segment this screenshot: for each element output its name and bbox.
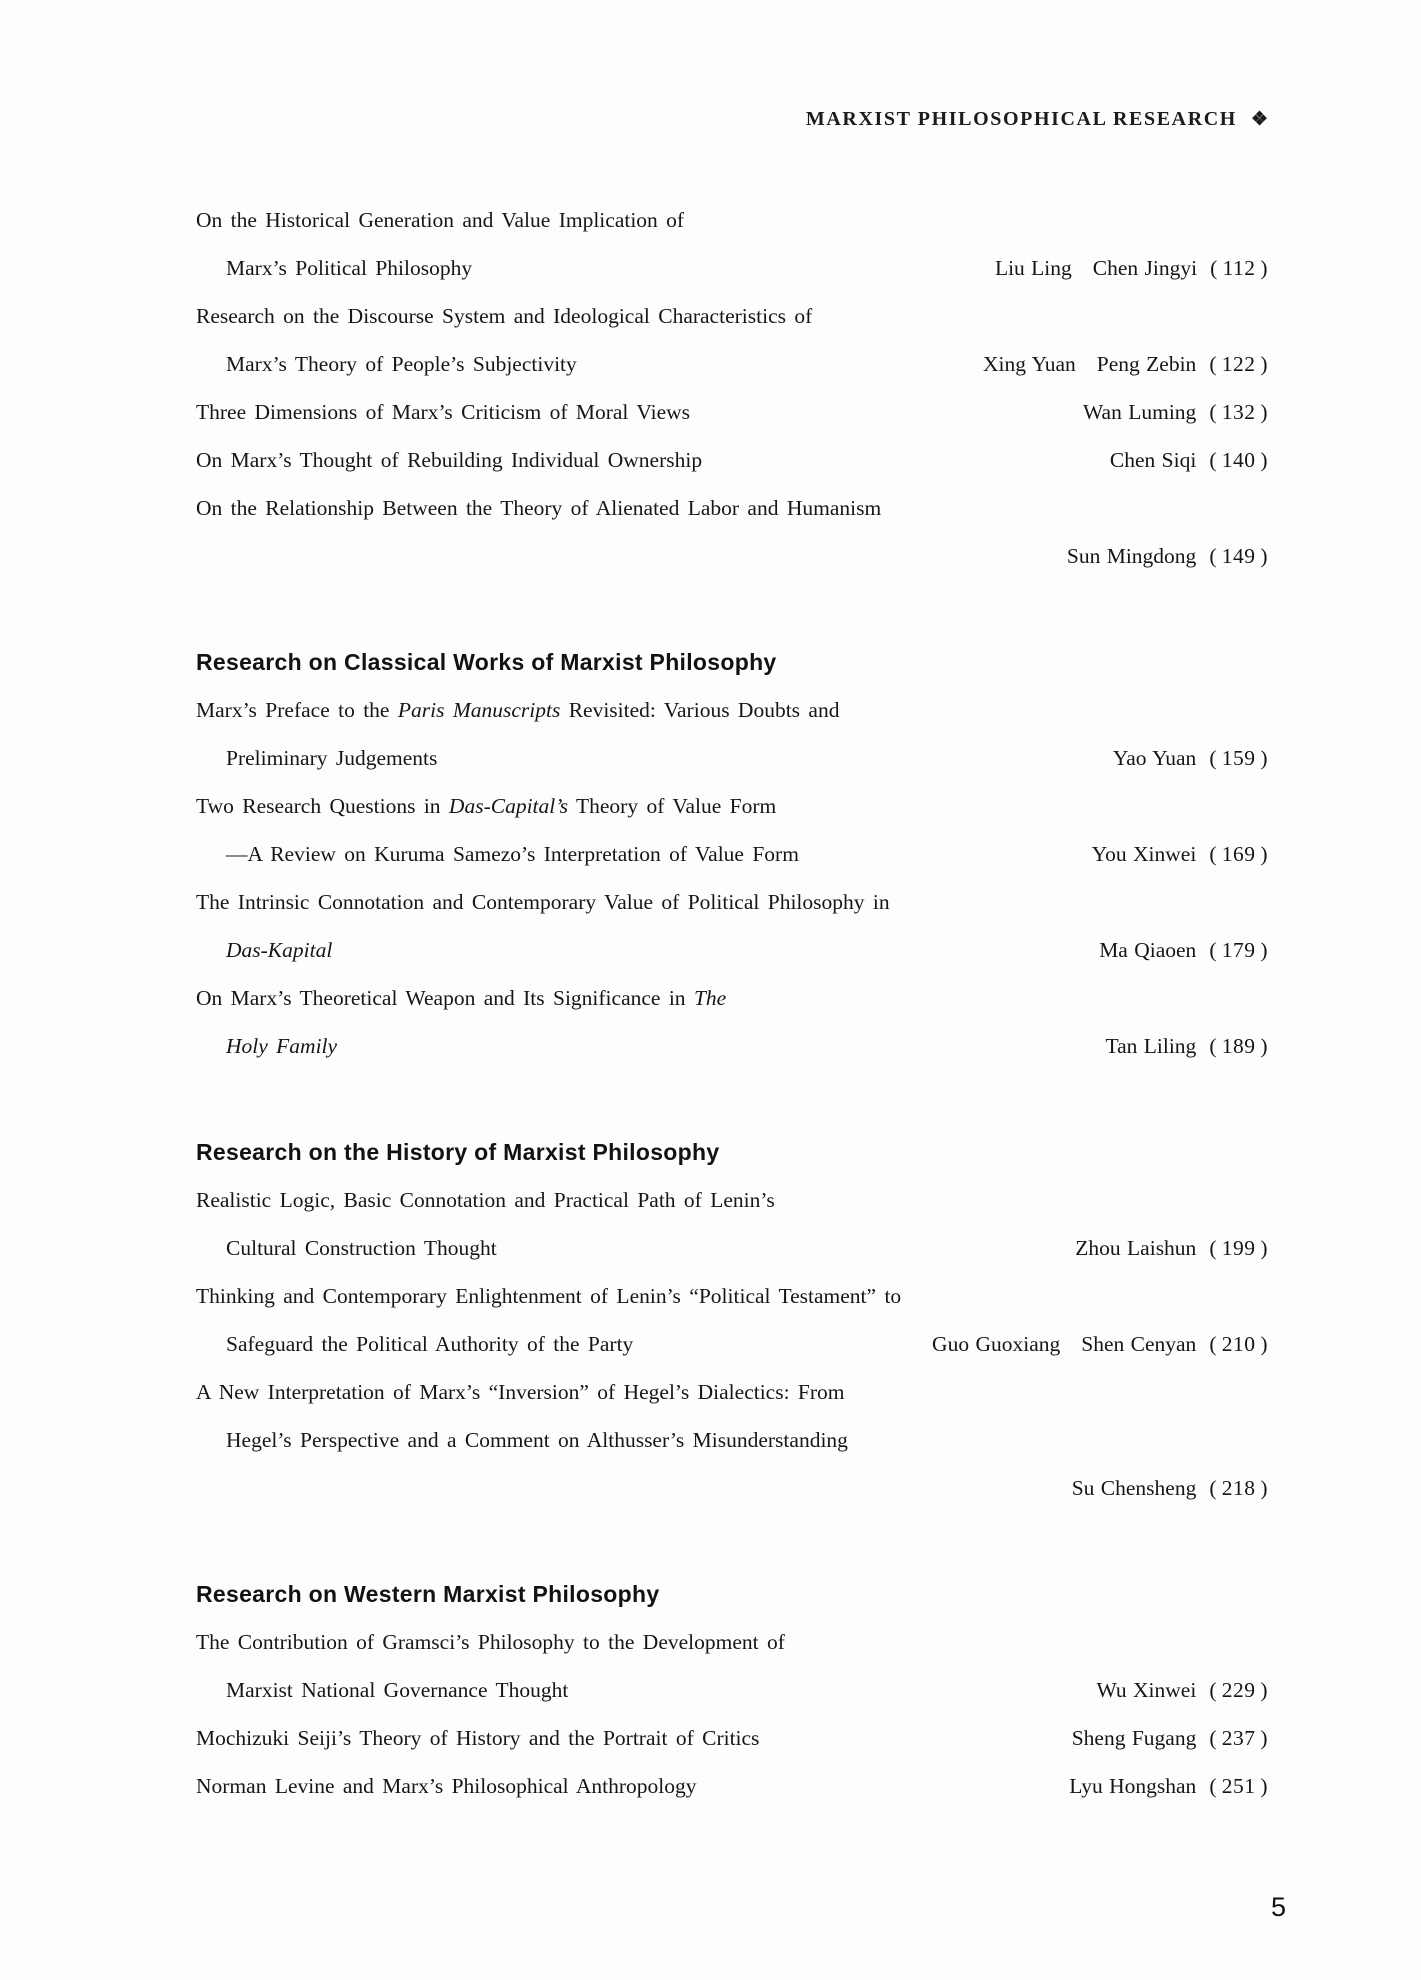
entry-title-text [196, 340, 577, 388]
entry-title-line [196, 292, 1268, 340]
entry-author: Guo Guoxiang [932, 1332, 1061, 1356]
entry-byline [1083, 388, 1268, 436]
entry-title-segment: Two Research Questions in [196, 794, 449, 818]
entry-page-number: ( 149 ) [1209, 544, 1268, 568]
toc-entry [196, 1368, 1268, 1512]
entry-title-text [196, 1714, 759, 1762]
entry-title-line [196, 340, 1268, 388]
entry-page-number: ( 112 ) [1210, 256, 1268, 280]
entry-title-segment: The Contribution of Gramsci’s Philosophy to the Development of [196, 1630, 785, 1654]
entry-author: Su Chensheng [1071, 1476, 1197, 1500]
entry-title-line [196, 1272, 1268, 1320]
table-of-contents [196, 196, 1268, 1810]
entry-author: Liu Ling [994, 256, 1072, 280]
running-header [196, 108, 1268, 131]
entry-author: Shen Cenyan [1081, 1332, 1197, 1356]
entry-title-segment: —A Review on Kuruma Samezo’s Interpretation of Value Form [226, 842, 799, 866]
section-heading: Research on Classical Works of Marxist Philosophy [196, 649, 777, 675]
entry-title-line [196, 436, 1268, 484]
entry-title-text [196, 1224, 497, 1272]
entry-title-line [196, 926, 1268, 974]
entry-author: Yao Yuan [1112, 746, 1197, 770]
entry-author: Zhou Laishun [1075, 1236, 1197, 1260]
entry-title-line [196, 974, 1268, 1022]
entry-title-segment: On the Relationship Between the Theory of Alienated Labor and Humanism [196, 496, 882, 520]
entry-title-segment: Realistic Logic, Basic Connotation and Practical Path of Lenin’s [196, 1188, 775, 1212]
entry-page-number: ( 210 ) [1209, 1332, 1268, 1356]
entry-page-number: ( 122 ) [1209, 352, 1268, 376]
entry-title-segment: Mochizuki Seiji’s Theory of History and the Portrait of Critics [196, 1726, 760, 1750]
section-heading: Research on the History of Marxist Philosophy [196, 1139, 720, 1165]
entry-title-text [196, 244, 472, 292]
entry-title-text [196, 484, 881, 532]
entry-title-line [196, 1762, 1268, 1810]
toc-entry [196, 1176, 1268, 1272]
entry-byline [983, 340, 1268, 388]
entry-title-text [196, 1618, 785, 1666]
entry-title-segment: Safeguard the Political Authority of the Party [226, 1332, 634, 1356]
toc-entry [196, 1272, 1268, 1368]
toc-entry [196, 878, 1268, 974]
toc-entry [196, 686, 1268, 782]
entry-author: Peng Zebin [1096, 352, 1197, 376]
entry-title-text [196, 1368, 845, 1416]
entry-title-segment: Theory of Value Form [568, 794, 777, 818]
entry-title-text [196, 878, 890, 926]
entry-byline [995, 244, 1268, 292]
entry-title-line [196, 1022, 1268, 1070]
entry-title-segment: The Intrinsic Connotation and Contemporary Value of Political Philosophy in [196, 890, 890, 914]
entry-page-number: ( 229 ) [1209, 1678, 1268, 1702]
entry-author: Sun Mingdong [1066, 544, 1197, 568]
entry-page-number: ( 179 ) [1209, 938, 1268, 962]
entry-title-segment: Revisited: Various Doubts and [560, 698, 840, 722]
entry-page-number: ( 199 ) [1209, 1236, 1268, 1260]
entry-title-line [196, 878, 1268, 926]
entry-title-italic-segment: Paris Manuscripts [397, 698, 561, 722]
entry-title-segment: A New Interpretation of Marx’s “Inversion” of Hegel’s Dialectics: From [196, 1380, 845, 1404]
entry-title-segment: Marx’s Theory of People’s Subjectivity [226, 352, 577, 376]
entry-author: Xing Yuan [983, 352, 1076, 376]
entry-title-segment: Norman Levine and Marx’s Philosophical Anthropology [196, 1774, 697, 1798]
entry-title-italic-segment: The [693, 986, 727, 1010]
entry-title-segment: Preliminary Judgements [226, 746, 438, 770]
entry-byline [1105, 1022, 1268, 1070]
entry-title-text [196, 974, 726, 1022]
entry-byline [1072, 1464, 1268, 1512]
entry-title-segment: Hegel’s Perspective and a Comment on Althusser’s Misunderstanding [226, 1428, 848, 1452]
entry-title-segment: Three Dimensions of Marx’s Criticism of Moral Views [196, 400, 691, 424]
entry-title-text [196, 436, 702, 484]
section-heading: Research on Western Marxist Philosophy [196, 1581, 660, 1607]
entry-byline [1099, 926, 1268, 974]
toc-entry [196, 1762, 1268, 1810]
entry-title-text [196, 1666, 568, 1714]
entry-page-number: ( 189 ) [1209, 1034, 1268, 1058]
toc-entry [196, 388, 1268, 436]
toc-entry [196, 196, 1268, 292]
entry-byline [1075, 1224, 1268, 1272]
entry-author: Sheng Fugang [1071, 1726, 1197, 1750]
entry-page-number: ( 132 ) [1209, 400, 1268, 424]
entry-title-segment: Thinking and Contemporary Enlightenment of Lenin’s “Political Testament” to [196, 1284, 902, 1308]
entry-title-segment: Cultural Construction Thought [226, 1236, 497, 1260]
running-header-title: MARXIST PHILOSOPHICAL RESEARCH [805, 108, 1237, 130]
entry-title-italic-segment: Das-Capital’s [448, 794, 568, 818]
entry-title-line [196, 686, 1268, 734]
entry-title-italic-segment: Das-Kapital [226, 938, 333, 962]
entry-title-text [196, 734, 437, 782]
entry-title-text [196, 830, 799, 878]
entry-title-line [196, 1320, 1268, 1368]
entry-title-line [196, 1714, 1268, 1762]
entry-byline [1096, 1666, 1268, 1714]
page-number: 5 [1270, 1892, 1286, 1922]
entry-page-number: ( 218 ) [1209, 1476, 1268, 1500]
entry-title-line [196, 244, 1268, 292]
toc-entry [196, 436, 1268, 484]
entry-title-segment: Marx’s Preface to the [196, 698, 398, 722]
entry-title-line [196, 734, 1268, 782]
toc-entry [196, 1618, 1268, 1714]
entry-title-line [196, 782, 1268, 830]
entry-title-italic-segment: Holy Family [226, 1034, 338, 1058]
entry-byline [1067, 532, 1268, 580]
entry-title-line [196, 196, 1268, 244]
entry-page-number: ( 251 ) [1209, 1774, 1268, 1798]
entry-byline [932, 1320, 1268, 1368]
entry-title-text [196, 1320, 633, 1368]
entry-author: Lyu Hongshan [1069, 1774, 1197, 1798]
entry-title-segment: Research on the Discourse System and Ideological Characteristics of [196, 304, 813, 328]
toc-entry [196, 484, 1268, 580]
toc-entry [196, 974, 1268, 1070]
entry-author: Chen Jingyi [1092, 256, 1198, 280]
toc-entry [196, 292, 1268, 388]
entry-title-text [196, 292, 812, 340]
entry-byline [1113, 734, 1268, 782]
entry-title-text [196, 1272, 901, 1320]
entry-author: You Xinwei [1091, 842, 1197, 866]
entry-title-text [196, 782, 776, 830]
entry-page-number: ( 169 ) [1209, 842, 1268, 866]
entry-title-line [196, 1416, 1268, 1464]
entry-title-text [196, 1176, 775, 1224]
entry-byline-line [196, 1464, 1268, 1512]
entry-byline [1069, 1762, 1268, 1810]
entry-byline [1072, 1714, 1268, 1762]
entry-title-text [196, 686, 839, 734]
entry-page-number: ( 140 ) [1209, 448, 1268, 472]
entry-title-segment: On Marx’s Theoretical Weapon and Its Significance in [196, 986, 694, 1010]
diamond-ornament-icon: ❖ [1250, 109, 1268, 130]
entry-page-number: ( 237 ) [1209, 1726, 1268, 1750]
entry-byline-line [196, 532, 1268, 580]
entry-title-segment: On Marx’s Thought of Rebuilding Individual Ownership [196, 448, 703, 472]
entry-author: Tan Liling [1105, 1034, 1197, 1058]
entry-title-line [196, 1666, 1268, 1714]
entry-byline [1110, 436, 1268, 484]
entry-author: Chen Siqi [1109, 448, 1197, 472]
entry-author: Ma Qiaoen [1099, 938, 1197, 962]
entry-title-line [196, 484, 1268, 532]
entry-author: Wu Xinwei [1096, 1678, 1197, 1702]
entry-author: Wan Luming [1082, 400, 1197, 424]
entry-title-text [196, 1022, 337, 1070]
entry-title-line [196, 388, 1268, 436]
entry-title-text [196, 926, 332, 974]
entry-title-text [196, 196, 684, 244]
entry-title-segment: On the Historical Generation and Value Implication of [196, 208, 685, 232]
entry-title-line [196, 1224, 1268, 1272]
entry-title-line [196, 1176, 1268, 1224]
toc-entry [196, 782, 1268, 878]
entry-title-segment: Marx’s Political Philosophy [226, 256, 473, 280]
entry-page-number: ( 159 ) [1209, 746, 1268, 770]
entry-title-segment: Marxist National Governance Thought [226, 1678, 569, 1702]
entry-title-text [196, 1416, 848, 1464]
entry-title-line [196, 1368, 1268, 1416]
toc-entry [196, 1714, 1268, 1762]
entry-title-line [196, 1618, 1268, 1666]
entry-title-text [196, 388, 690, 436]
entry-title-line [196, 830, 1268, 878]
entry-byline [1092, 830, 1268, 878]
entry-title-text [196, 1762, 696, 1810]
